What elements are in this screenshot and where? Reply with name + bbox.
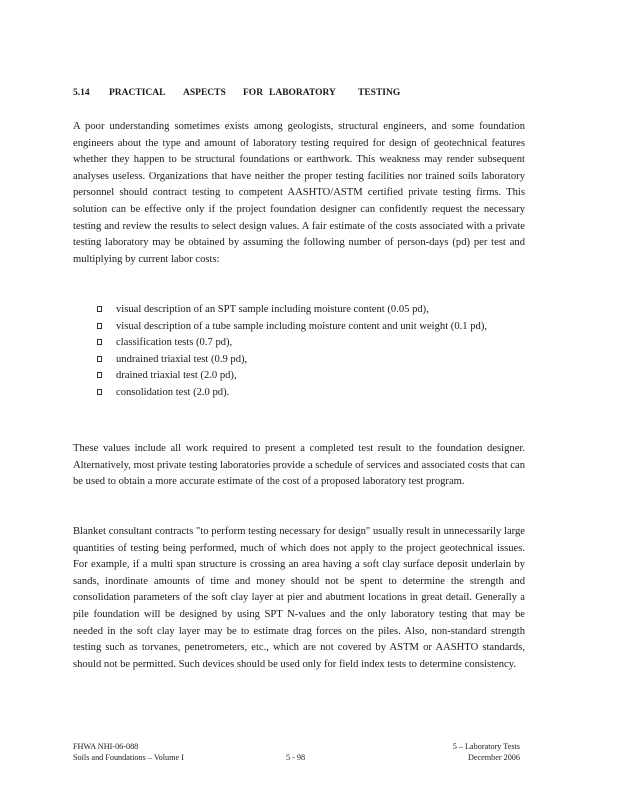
footer-date: December 2006	[467, 753, 520, 762]
footer-report-number: FHWA NHI-06-088	[73, 742, 139, 751]
list-item	[73, 319, 525, 336]
list-item-text: classification tests (0.7 pd),	[116, 337, 233, 349]
list-item	[73, 352, 525, 369]
list-item	[73, 385, 525, 402]
section-number: 5.14	[73, 88, 90, 98]
bullet-icon	[97, 339, 102, 345]
footer-right	[420, 741, 520, 763]
list-item	[73, 368, 525, 385]
list-item	[73, 302, 525, 319]
heading-word: FOR	[243, 88, 264, 98]
footer-chapter-title: 5 – Laboratory Tests	[452, 742, 520, 751]
heading-word: TESTING	[358, 88, 401, 98]
list-item-text: visual description of an SPT sample including moisture content (0.05 pd),	[116, 304, 429, 315]
final-paragraph: Blanket consultant contracts "to perform testing necessary for design" usually result in unnecessarily large quantities of testing being performed, much of which does not apply to the project geotechnical issues. For example, if a multi span structure is crossing an area having a soft clay surface deposit underlain by sands, inordinate amounts of time and money should not be spent to determine the strength and consolidation parameters of the soft clay layer at pier and abutment locations in great detail. Generally a pile foundation will be designed by using SPT N-values and the only laboratory testing that may be needed in the soft clay layer may be to estimate drag forces on the piles. Also, non-standard strength testing such as torvanes, penetrometers, etc., which are not covered by ASTM or AASHTO standards, should not be permitted. Such devices should be used only for field index tests to determine consistency.	[73, 526, 525, 670]
heading-word: ASPECTS	[183, 88, 226, 98]
footer-left	[73, 741, 184, 763]
heading-word: PRACTICAL	[109, 88, 166, 98]
list-item-text: consolidation test (2.0 pd).	[116, 386, 230, 398]
intro-paragraph: A poor understanding sometimes exists among geologists, structural engineers, and some foundation engineers about the type and amount of laboratory testing required for design of geotechnical features whether they happen to be structural foundations or earthwork. This weakness may render subsequent analyses useless. Organizations that have neither the proper testing facilities nor trained soils laboratory personnel should contract testing to competent AASHTO/ASTM certified private testing firms. This solution can be effective only if the project foundation designer can confidently request the necessary testing and review the results to select design values. A fair estimate of the costs associated with a private testing laboratory may be obtained by assuming the following number of person-days (pd) per test and multiplying by current labor costs:	[73, 121, 525, 265]
heading-word: LABORATORY	[269, 88, 336, 98]
test-cost-list	[73, 302, 525, 402]
list-item-text: undrained triaxial test (0.9 pd),	[116, 353, 248, 365]
list-item-text: drained triaxial test (2.0 pd),	[116, 370, 237, 382]
bullet-icon	[97, 323, 102, 329]
list-item	[73, 335, 525, 352]
bullet-icon	[97, 372, 102, 378]
bullet-icon	[97, 389, 102, 395]
page-number: 5 - 98	[286, 753, 306, 762]
bullet-icon	[97, 306, 102, 312]
list-item-text: visual description of a tube sample including moisture content and unit weight (0.1 pd),	[116, 320, 487, 332]
middle-paragraph: These values include all work required to present a completed test result to the foundation designer. Alternatively, most private testing laboratories provide a schedule of services and associated costs that can be used to obtain a more accurate estimate of the cost of a proposed laboratory test program.	[73, 443, 525, 488]
section-heading	[73, 88, 401, 102]
bullet-icon	[97, 356, 102, 362]
footer-volume-title: Soils and Foundations – Volume I	[73, 753, 184, 762]
